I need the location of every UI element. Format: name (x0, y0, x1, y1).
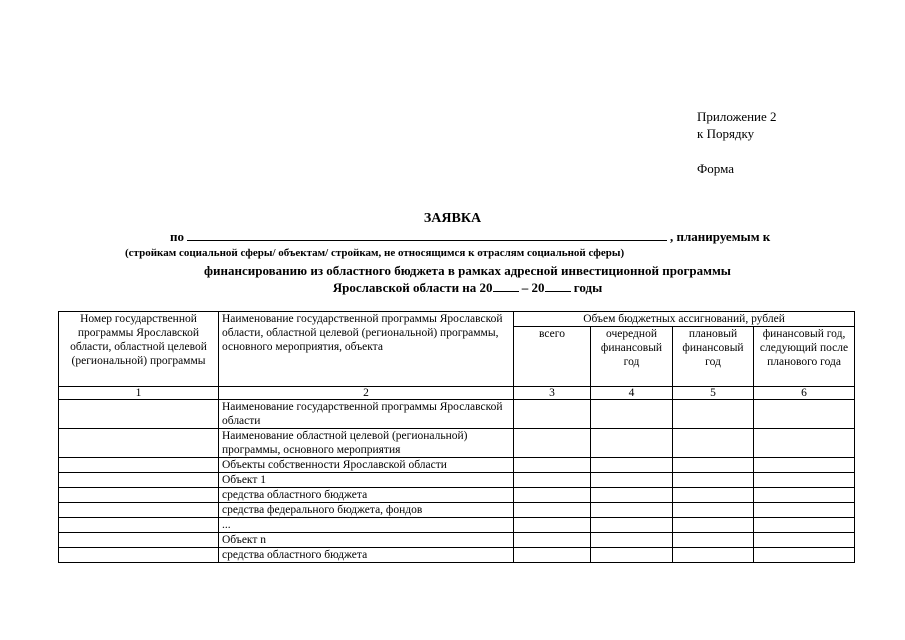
table-cell (591, 473, 673, 488)
appendix-line2: к Порядку (697, 126, 755, 141)
line4-suffix: годы (570, 280, 603, 295)
table-cell (59, 458, 219, 473)
table-cell (514, 518, 591, 533)
table-row (59, 503, 855, 518)
title-subtitle: (стройкам социальной сферы/ объектам/ стройкам, не относящимся к отраслям социальной сферы) (125, 247, 625, 259)
header-total: всего (514, 327, 591, 387)
po-prefix: по (170, 229, 184, 244)
table-cell (754, 533, 855, 548)
row-label: средства областного бюджета (219, 548, 514, 563)
col-number: 2 (219, 387, 514, 400)
table-cell (59, 429, 219, 458)
col-number: 1 (59, 387, 219, 400)
header-program-name: Наименование государственной программы Ярославской области, областной целевой (региональной) программы, основного мероприятия, объекта (219, 312, 514, 387)
table-cell (673, 503, 754, 518)
table-row (59, 458, 855, 473)
table-cell (673, 400, 754, 429)
table-cell (673, 518, 754, 533)
table-cell (514, 548, 591, 563)
table-cell (514, 503, 591, 518)
table-cell (673, 533, 754, 548)
table-cell (591, 533, 673, 548)
table-cell (59, 488, 219, 503)
header-next-year: очередной финансовый год (591, 327, 673, 387)
table-cell (514, 473, 591, 488)
table-cell (673, 548, 754, 563)
col-number: 3 (514, 387, 591, 400)
row-label: Наименование областной целевой (региональной) программы, основного мероприятия (219, 429, 514, 458)
table-cell (514, 400, 591, 429)
table-cell (591, 429, 673, 458)
header-program-number: Номер государственной программы Ярославской области, областной целевой (региональной) программы (59, 312, 219, 387)
title-line3: финансированию из областного бюджета в рамках адресной инвестиционной программы (204, 263, 731, 278)
year-blank-1 (493, 280, 519, 292)
line4-dash: – 20 (518, 280, 545, 295)
table-cell (591, 548, 673, 563)
budget-table (58, 311, 855, 563)
po-blank-field (187, 229, 667, 241)
table-cell (59, 473, 219, 488)
title-po-line (170, 229, 770, 245)
table-row (59, 473, 855, 488)
table-cell (754, 548, 855, 563)
row-label: Наименование государственной программы Ярославской области (219, 400, 514, 429)
table-cell (514, 488, 591, 503)
form-label: Форма (697, 161, 734, 176)
table-row (59, 400, 855, 429)
table-cell (591, 518, 673, 533)
table-cell (591, 400, 673, 429)
table-cell (754, 518, 855, 533)
table-cell (673, 488, 754, 503)
header-following-year: финансовый год, следующий после планового года (754, 327, 855, 387)
year-blank-2 (545, 280, 571, 292)
table-cell (754, 488, 855, 503)
po-suffix: , планируемым к (670, 229, 771, 244)
appendix-block (697, 108, 777, 142)
table-cell (514, 429, 591, 458)
title-line4 (15, 280, 905, 296)
row-label: средства федерального бюджета, фондов (219, 503, 514, 518)
table-row (59, 429, 855, 458)
table-cell (59, 518, 219, 533)
table-cell (591, 503, 673, 518)
table-cell (59, 503, 219, 518)
row-label: Объекты собственности Ярославской области (219, 458, 514, 473)
table-cell (754, 473, 855, 488)
table-cell (591, 488, 673, 503)
table-cell (514, 458, 591, 473)
table-cell (59, 548, 219, 563)
row-label: средства областного бюджета (219, 488, 514, 503)
table-cell (754, 458, 855, 473)
table-row (59, 533, 855, 548)
header-budget-group: Объем бюджетных ассигнований, рублей (514, 312, 855, 327)
row-label: Объект 1 (219, 473, 514, 488)
col-number: 5 (673, 387, 754, 400)
col-number: 4 (591, 387, 673, 400)
table-cell (59, 533, 219, 548)
table-cell (673, 458, 754, 473)
document-title: ЗАЯВКА (423, 211, 482, 226)
table-cell (754, 429, 855, 458)
table-row (59, 548, 855, 563)
table-cell (673, 429, 754, 458)
table-cell (754, 503, 855, 518)
col-number: 6 (754, 387, 855, 400)
table-row (59, 488, 855, 503)
table-cell (514, 533, 591, 548)
table-row (59, 518, 855, 533)
line4-prefix: Ярославской области на 20 (332, 280, 493, 295)
table-cell (591, 458, 673, 473)
table-cell (754, 400, 855, 429)
table-cell (59, 400, 219, 429)
table-cell (673, 473, 754, 488)
row-label: ... (219, 518, 514, 533)
row-label: Объект n (219, 533, 514, 548)
appendix-line1: Приложение 2 (697, 109, 777, 124)
header-planned-year: плановый финансовый год (673, 327, 754, 387)
